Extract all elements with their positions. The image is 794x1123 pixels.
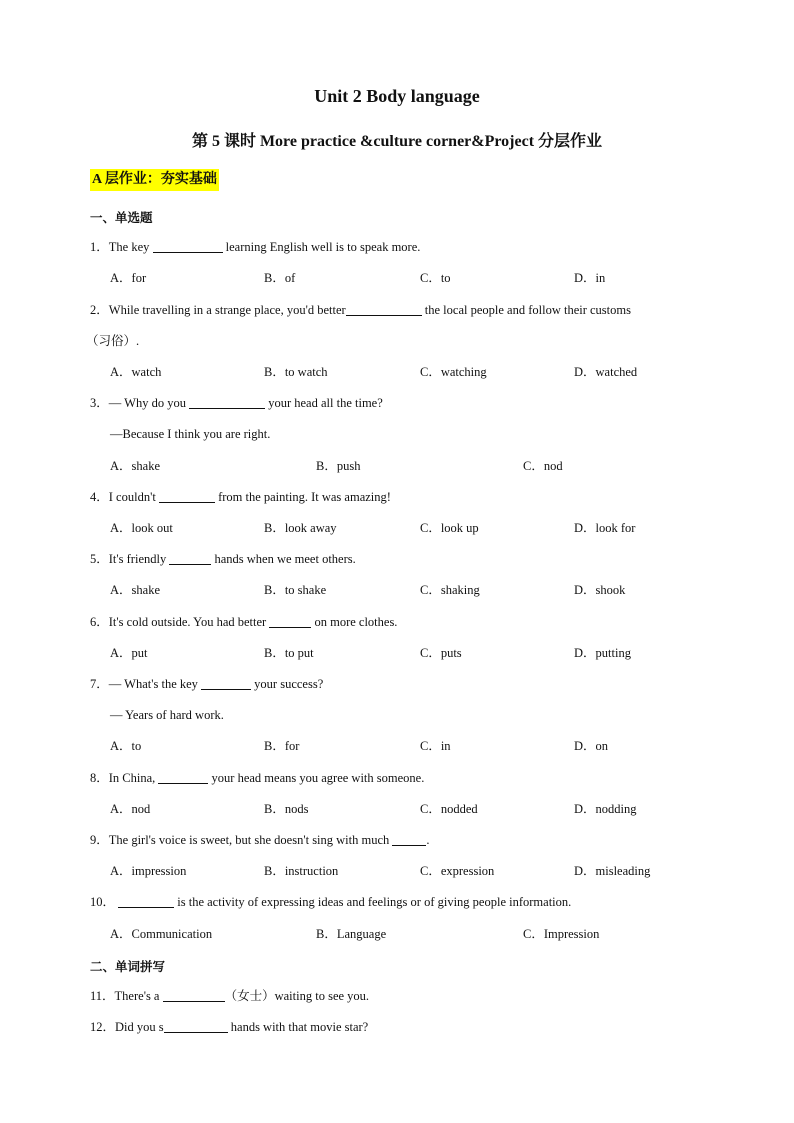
option-d[interactable]: D．misleading bbox=[574, 864, 651, 878]
answer-blank[interactable] bbox=[118, 895, 174, 908]
question-5: 5．It's friendly hands when we meet others. bbox=[90, 552, 356, 566]
answer-blank[interactable] bbox=[189, 396, 265, 409]
option-a[interactable]: A．for bbox=[110, 271, 147, 285]
option-c[interactable]: C．look up bbox=[420, 521, 479, 535]
answer-blank[interactable] bbox=[346, 303, 422, 316]
answer-blank[interactable] bbox=[153, 240, 223, 253]
option-c[interactable]: C．expression bbox=[420, 864, 495, 878]
option-c[interactable]: C．to bbox=[420, 271, 451, 285]
option-a[interactable]: A．Communication bbox=[110, 927, 213, 941]
option-c[interactable]: C．watching bbox=[420, 365, 487, 379]
option-b[interactable]: B．for bbox=[264, 739, 300, 753]
answer-blank[interactable] bbox=[159, 490, 215, 503]
option-c[interactable]: C．Impression bbox=[523, 927, 600, 941]
option-a[interactable]: A．put bbox=[110, 646, 148, 660]
option-a[interactable]: A．shake bbox=[110, 459, 160, 473]
section-heading-multiple-choice: 一、单选题 bbox=[90, 210, 153, 225]
section-heading-spelling: 二、单词拼写 bbox=[90, 959, 166, 974]
option-b[interactable]: B．instruction bbox=[264, 864, 339, 878]
option-b[interactable]: B．to shake bbox=[264, 583, 327, 597]
question-6: 6．It's cold outside. You had better on more clothes. bbox=[90, 615, 398, 629]
answer-blank[interactable] bbox=[392, 833, 426, 846]
question-10: 10． is the activity of expressing ideas and feelings or of giving people information. bbox=[90, 895, 572, 909]
option-a[interactable]: A．to bbox=[110, 739, 142, 753]
question-9: 9．The girl's voice is sweet, but she doesn't sing with much . bbox=[90, 833, 430, 847]
option-d[interactable]: D．look for bbox=[574, 521, 636, 535]
option-a[interactable]: A．watch bbox=[110, 365, 162, 379]
option-c[interactable]: C．nodded bbox=[420, 802, 478, 816]
option-b[interactable]: B．push bbox=[316, 459, 361, 473]
option-d[interactable]: D．shook bbox=[574, 583, 626, 597]
question-7-reply: — Years of hard work. bbox=[110, 708, 224, 722]
page-subtitle: 第 5 课时 More practice &culture corner&Project 分层作业 bbox=[191, 133, 603, 150]
option-d[interactable]: D．watched bbox=[574, 365, 638, 379]
option-b[interactable]: B．nods bbox=[264, 802, 309, 816]
option-c[interactable]: C．nod bbox=[523, 459, 563, 473]
option-b[interactable]: B．look away bbox=[264, 521, 337, 535]
option-b[interactable]: B．Language bbox=[316, 927, 387, 941]
question-4: 4．I couldn't from the painting. It was amazing! bbox=[90, 490, 391, 504]
option-b[interactable]: B．to put bbox=[264, 646, 314, 660]
answer-blank[interactable] bbox=[269, 615, 311, 628]
level-badge: A 层作业：夯实基础 bbox=[90, 169, 219, 191]
question-3: 3．— Why do you your head all the time? bbox=[90, 396, 383, 410]
answer-blank[interactable] bbox=[163, 989, 225, 1002]
option-c[interactable]: C．puts bbox=[420, 646, 462, 660]
answer-blank[interactable] bbox=[201, 677, 251, 690]
page-title: Unit 2 Body language bbox=[314, 86, 480, 106]
option-b[interactable]: B．of bbox=[264, 271, 296, 285]
option-b[interactable]: B．to watch bbox=[264, 365, 328, 379]
question-11: 11．There's a （女士）waiting to see you. bbox=[90, 989, 370, 1003]
option-a[interactable]: A．nod bbox=[110, 802, 151, 816]
option-c[interactable]: C．shaking bbox=[420, 583, 480, 597]
answer-blank[interactable] bbox=[164, 1020, 228, 1033]
option-d[interactable]: D．in bbox=[574, 271, 606, 285]
option-d[interactable]: D．on bbox=[574, 739, 609, 753]
option-a[interactable]: A．shake bbox=[110, 583, 160, 597]
answer-blank[interactable] bbox=[169, 552, 211, 565]
option-c[interactable]: C．in bbox=[420, 739, 451, 753]
answer-blank[interactable] bbox=[158, 771, 208, 784]
question-1: 1．The key learning English well is to speak more. bbox=[90, 240, 421, 254]
question-2-continued: （习俗）. bbox=[86, 334, 140, 348]
option-d[interactable]: D．nodding bbox=[574, 802, 637, 816]
option-a[interactable]: A．look out bbox=[110, 521, 173, 535]
question-12: 12．Did you s hands with that movie star? bbox=[90, 1020, 369, 1034]
option-a[interactable]: A．impression bbox=[110, 864, 187, 878]
question-3-reply: —Because I think you are right. bbox=[110, 427, 271, 441]
question-7: 7．— What's the key your success? bbox=[90, 677, 324, 691]
question-8: 8．In China, your head means you agree with someone. bbox=[90, 771, 425, 785]
question-2: 2．While travelling in a strange place, you'd better the local people and follow their customs bbox=[90, 303, 631, 317]
option-d[interactable]: D．putting bbox=[574, 646, 631, 660]
